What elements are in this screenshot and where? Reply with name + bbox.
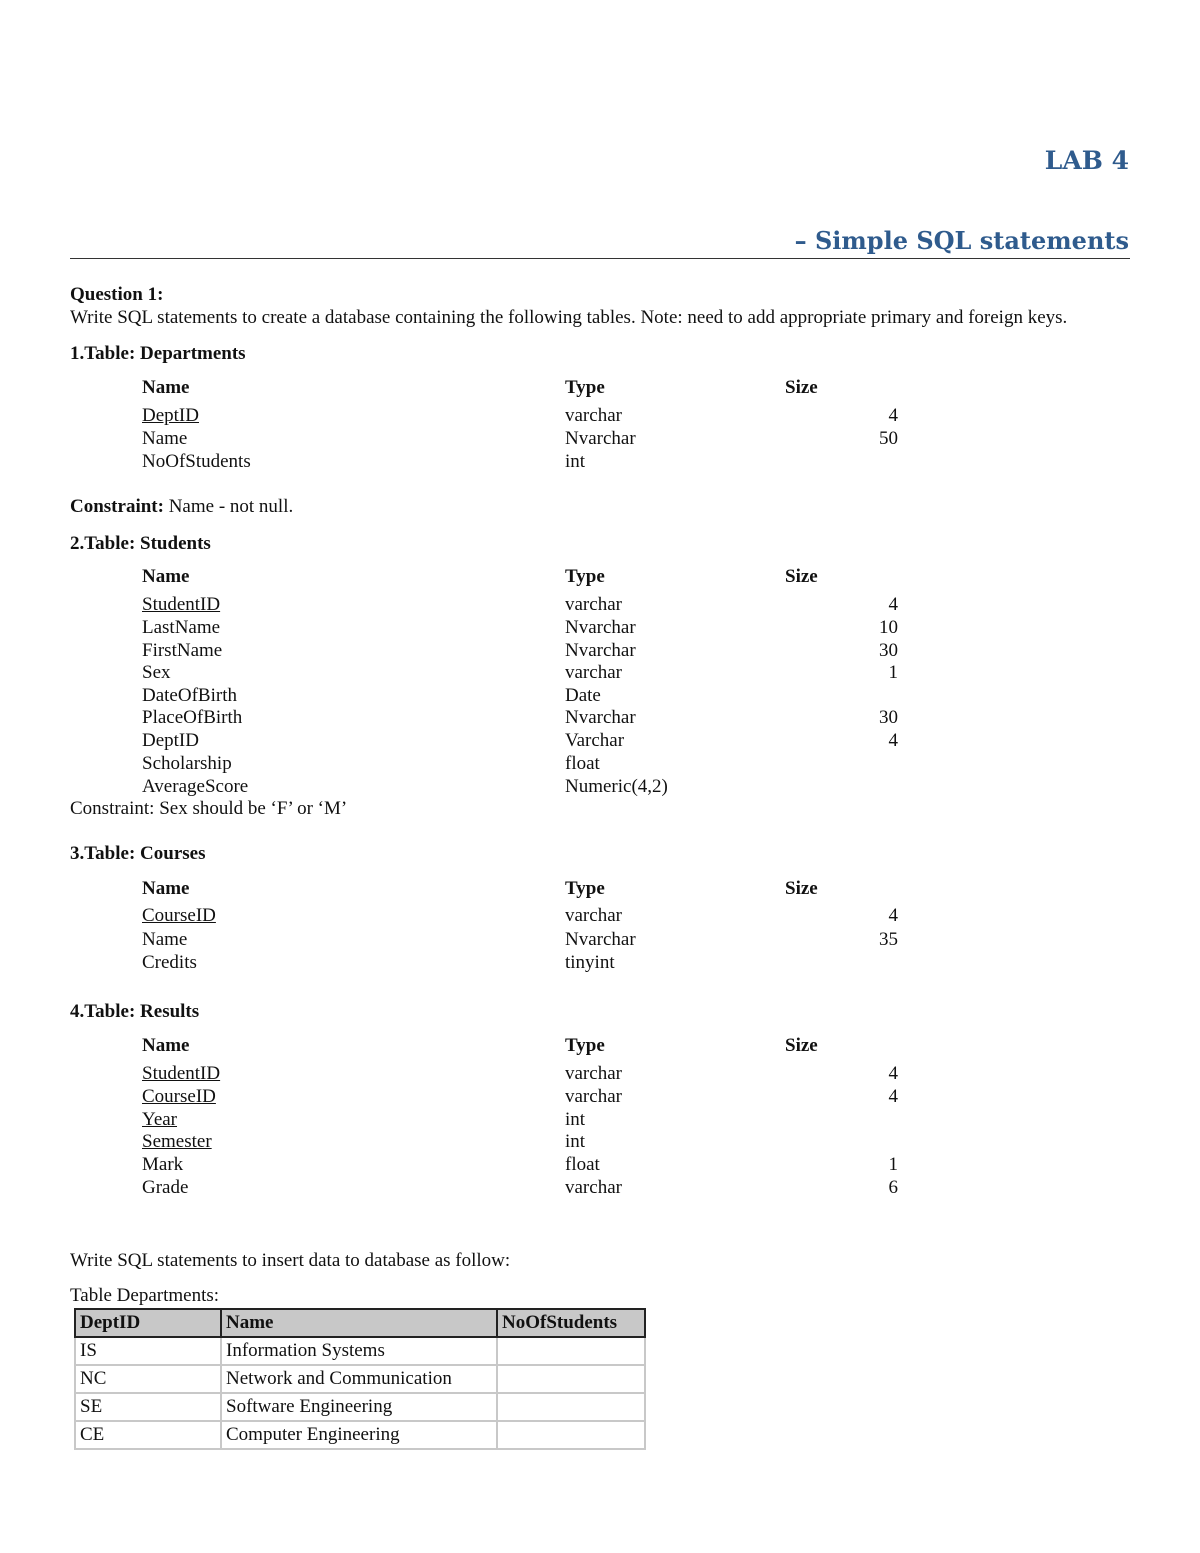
field-size: 1 — [888, 1154, 898, 1175]
field-type: varchar — [565, 905, 622, 926]
column-header-type: Type — [565, 566, 605, 587]
table-cell: CE — [75, 1421, 221, 1449]
field-size: 50 — [879, 428, 898, 449]
field-type: Nvarchar — [565, 929, 636, 950]
table-cell: SE — [75, 1393, 221, 1421]
field-type: int — [565, 451, 586, 472]
field-name: Scholarship — [142, 753, 232, 774]
table-cell: NC — [75, 1365, 221, 1393]
field-name: Credits — [142, 952, 197, 973]
field-name: NoOfStudents — [142, 451, 251, 472]
departments-data-table — [74, 1308, 646, 1450]
field-type: varchar — [565, 1086, 622, 1107]
field-name: DateOfBirth — [142, 685, 237, 706]
table-cell: Network and Communication — [221, 1365, 497, 1393]
field-type: Nvarchar — [565, 640, 636, 661]
field-type: Nvarchar — [565, 617, 636, 638]
column-header-size: Size — [785, 377, 818, 398]
field-size: 30 — [879, 640, 898, 661]
column-header-name: Name — [142, 566, 190, 587]
field-size: 4 — [888, 594, 898, 615]
field-name: DeptID — [142, 730, 199, 751]
column-header-size: Size — [785, 1035, 818, 1056]
field-type: tinyint — [565, 952, 615, 973]
column-header-size: Size — [785, 878, 818, 899]
table-cell: Computer Engineering — [221, 1421, 497, 1449]
field-name: DeptID — [142, 405, 199, 426]
field-name: CourseID — [142, 1086, 216, 1107]
table-cell: IS — [75, 1337, 221, 1365]
field-size: 35 — [879, 929, 898, 950]
constraint-students: Constraint: Sex should be ‘F’ or ‘M’ — [70, 798, 348, 819]
field-name: Sex — [142, 662, 171, 683]
field-type: int — [565, 1131, 586, 1152]
field-size: 4 — [888, 1063, 898, 1084]
field-size: 6 — [888, 1177, 898, 1198]
field-name: StudentID — [142, 594, 221, 615]
field-type: varchar — [565, 1063, 622, 1084]
field-type: float — [565, 753, 600, 774]
field-type: Nvarchar — [565, 428, 636, 449]
field-name: PlaceOfBirth — [142, 707, 243, 728]
table-row — [75, 1365, 645, 1393]
field-name: Name — [142, 428, 188, 449]
table-cell — [497, 1421, 645, 1449]
field-size: 10 — [879, 617, 898, 638]
table-cell: Information Systems — [221, 1337, 497, 1365]
table-header-cell: DeptID — [75, 1309, 221, 1337]
table-title-results: 4.Table: Results — [70, 1001, 200, 1022]
table-row — [75, 1337, 645, 1365]
field-type: Nvarchar — [565, 707, 636, 728]
field-size: 30 — [879, 707, 898, 728]
insert-instructions: Write SQL statements to insert data to database as follow: — [70, 1250, 511, 1271]
field-size: 4 — [888, 405, 898, 426]
field-size: 1 — [888, 662, 898, 683]
lab-title: LAB 4 — [1044, 146, 1129, 175]
field-type: varchar — [565, 594, 622, 615]
constraint-label: Constraint: — [70, 496, 164, 517]
column-header-name: Name — [142, 878, 190, 899]
field-type: Numeric(4,2) — [565, 776, 668, 797]
insert-table-caption: Table Departments: — [70, 1285, 220, 1306]
constraint-departments — [70, 496, 293, 518]
field-name: Grade — [142, 1177, 189, 1198]
field-name: StudentID — [142, 1063, 221, 1084]
field-name: Mark — [142, 1154, 184, 1175]
table-header-cell: Name — [221, 1309, 497, 1337]
field-type: int — [565, 1109, 586, 1130]
table-row — [75, 1393, 645, 1421]
table-cell — [497, 1393, 645, 1421]
column-header-size: Size — [785, 566, 818, 587]
field-type: Date — [565, 685, 601, 706]
table-header-cell: NoOfStudents — [497, 1309, 645, 1337]
column-header-type: Type — [565, 1035, 605, 1056]
lab-subtitle: – Simple SQL statements — [794, 226, 1129, 255]
table-title-students: 2.Table: Students — [70, 533, 211, 554]
field-name: Name — [142, 929, 188, 950]
field-name: LastName — [142, 617, 221, 638]
field-name: Year — [142, 1109, 178, 1130]
field-name: FirstName — [142, 640, 223, 661]
table-header-row — [75, 1309, 645, 1337]
field-type: varchar — [565, 662, 622, 683]
table-title-courses: 3.Table: Courses — [70, 843, 206, 864]
field-name: CourseID — [142, 905, 216, 926]
question-text: Write SQL statements to create a database containing the following tables. Note: need to add appropriate primary and foreign keys. — [70, 307, 1068, 328]
table-cell — [497, 1365, 645, 1393]
constraint-text: Name - not null. — [163, 496, 294, 517]
question-label: Question 1: — [70, 284, 164, 305]
field-size: 4 — [888, 905, 898, 926]
field-size: 4 — [888, 1086, 898, 1107]
table-row — [75, 1421, 645, 1449]
column-header-type: Type — [565, 377, 605, 398]
column-header-name: Name — [142, 377, 190, 398]
header-divider — [70, 258, 1130, 259]
table-title-departments: 1.Table: Departments — [70, 343, 246, 364]
column-header-name: Name — [142, 1035, 190, 1056]
field-type: Varchar — [565, 730, 625, 751]
field-type: float — [565, 1154, 600, 1175]
field-size: 4 — [888, 730, 898, 751]
field-type: varchar — [565, 1177, 622, 1198]
field-type: varchar — [565, 405, 622, 426]
table-cell: Software Engineering — [221, 1393, 497, 1421]
field-name: AverageScore — [142, 776, 249, 797]
field-name: Semester — [142, 1131, 212, 1152]
column-header-type: Type — [565, 878, 605, 899]
table-cell — [497, 1337, 645, 1365]
